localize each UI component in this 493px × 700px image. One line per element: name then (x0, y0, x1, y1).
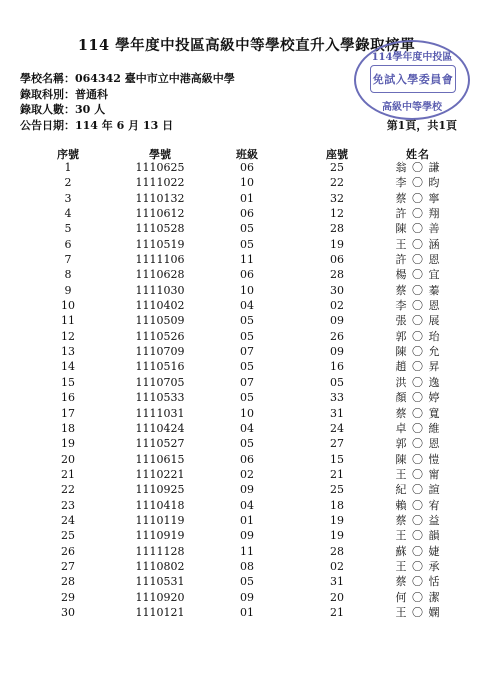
name-cell: 蔡 〇 益 (395, 513, 441, 527)
class-cell: 01 (240, 605, 254, 619)
seat-cell: 12 (330, 207, 344, 221)
student-id-cell: 1111031 (135, 406, 185, 420)
seat-cell: 31 (330, 575, 344, 589)
name-cell: 王 〇 嫻 (395, 605, 441, 619)
name-cell: 蔡 〇 寬 (395, 406, 441, 420)
seq-cell: 12 (61, 329, 75, 343)
admission-list (0, 160, 493, 620)
seq-cell: 16 (61, 391, 75, 405)
student-id-cell: 1110625 (135, 161, 185, 174)
seal-top-text: 114學年度中投區 (371, 52, 453, 63)
student-id-cell: 1110519 (135, 237, 185, 251)
student-id-cell: 1110121 (135, 605, 185, 619)
class-cell: 07 (240, 345, 254, 359)
class-cell: 01 (240, 191, 254, 205)
class-cell: 05 (240, 360, 254, 374)
name-cell: 許 〇 翔 (395, 207, 441, 221)
class-cell: 07 (240, 375, 254, 389)
name-cell: 翁 〇 謙 (395, 161, 441, 174)
student-id-cell: 1110424 (135, 421, 185, 435)
student-id-cell: 1110531 (135, 575, 185, 589)
seat-cell: 30 (330, 283, 344, 297)
student-id-cell: 1110920 (135, 590, 185, 604)
seq-cell: 15 (61, 375, 75, 389)
seat-cell: 28 (330, 268, 344, 282)
table-row (0, 191, 493, 206)
table-header (0, 146, 493, 160)
seat-cell: 09 (330, 345, 344, 359)
seq-cell: 14 (61, 360, 75, 374)
name-cell: 郭 〇 恩 (395, 437, 441, 451)
table-row (0, 313, 493, 328)
table-row (0, 329, 493, 344)
class-cell: 06 (240, 452, 254, 466)
seq-cell: 6 (64, 237, 72, 251)
class-cell: 05 (240, 314, 254, 328)
class-cell: 02 (240, 467, 254, 481)
seat-cell: 28 (330, 222, 344, 236)
student-id-cell: 1111128 (135, 544, 185, 558)
table-row (0, 390, 493, 405)
page-indicator: 第1頁，共1頁 (386, 119, 457, 132)
name-cell: 顏 〇 婷 (395, 391, 441, 405)
name-cell: 李 〇 昀 (395, 176, 441, 190)
table-row (0, 498, 493, 513)
seq-cell: 3 (64, 191, 72, 205)
class-cell: 05 (240, 329, 254, 343)
table-row (0, 267, 493, 282)
school-name: 學校名稱：064342 臺中市立中港高級中學 (20, 72, 235, 85)
student-id-cell: 1111022 (135, 176, 185, 190)
seq-cell: 25 (61, 529, 75, 543)
name-cell: 楊 〇 宜 (395, 268, 441, 282)
seq-cell: 30 (61, 605, 75, 619)
table-row (0, 221, 493, 236)
class-cell: 10 (240, 406, 254, 420)
student-id-cell: 1110925 (135, 483, 185, 497)
name-cell: 許 〇 恩 (395, 253, 441, 267)
table-row (0, 467, 493, 482)
seat-cell: 19 (330, 529, 344, 543)
seat-cell: 27 (330, 437, 344, 451)
page-title: 114 學年度中投區高級中等學校直升入學錄取榜單 (77, 37, 416, 54)
table-row (0, 436, 493, 451)
class-cell: 11 (240, 253, 254, 267)
table-row (0, 590, 493, 605)
name-cell: 王 〇 甯 (395, 467, 441, 481)
name-cell: 蔡 〇 蓁 (395, 283, 441, 297)
seq-cell: 10 (61, 299, 75, 313)
name-cell: 王 〇 涵 (395, 237, 441, 251)
class-cell: 04 (240, 498, 254, 512)
name-cell: 紀 〇 諠 (395, 483, 441, 497)
seq-cell: 24 (61, 513, 75, 527)
seat-cell: 26 (330, 329, 344, 343)
name-cell: 卓 〇 維 (395, 421, 441, 435)
name-cell: 郭 〇 珆 (395, 329, 441, 343)
seat-cell: 09 (330, 314, 344, 328)
student-id-cell: 1110802 (135, 559, 185, 573)
class-cell: 11 (240, 544, 254, 558)
name-cell: 洪 〇 逸 (395, 375, 441, 389)
seat-cell: 21 (330, 467, 344, 481)
seq-cell: 11 (61, 314, 75, 328)
student-id-cell: 1110709 (135, 345, 185, 359)
table-row (0, 513, 493, 528)
name-cell: 蔡 〇 恬 (395, 575, 441, 589)
seq-cell: 5 (64, 222, 72, 236)
table-row (0, 544, 493, 559)
student-id-cell: 1110612 (135, 207, 185, 221)
admitted-count: 錄取人數：30 人 (20, 103, 106, 116)
name-cell: 蘇 〇 婕 (395, 544, 441, 558)
class-cell: 09 (240, 483, 254, 497)
student-id-cell: 1110221 (135, 467, 185, 481)
seat-cell: 19 (330, 513, 344, 527)
class-cell: 10 (240, 176, 254, 190)
student-id-cell: 1110628 (135, 268, 185, 282)
table-row (0, 574, 493, 589)
seq-cell: 27 (61, 559, 75, 573)
name-cell: 趙 〇 昇 (395, 360, 441, 374)
class-cell: 05 (240, 222, 254, 236)
student-id-cell: 1110119 (135, 513, 185, 527)
student-id-cell: 1110527 (135, 437, 185, 451)
table-row (0, 283, 493, 298)
name-cell: 王 〇 承 (395, 559, 441, 573)
seal-bottom-text: 高級中等學校 (382, 102, 442, 113)
name-cell: 陳 〇 善 (395, 222, 441, 236)
student-id-cell: 1110533 (135, 391, 185, 405)
class-cell: 04 (240, 421, 254, 435)
name-cell: 陳 〇 愷 (395, 452, 441, 466)
header-seat: 座號 (326, 148, 348, 161)
class-cell: 09 (240, 529, 254, 543)
seq-cell: 20 (61, 452, 75, 466)
seq-cell: 26 (61, 544, 75, 558)
table-row (0, 175, 493, 190)
seq-cell: 18 (61, 421, 75, 435)
student-id-cell: 1110526 (135, 329, 185, 343)
name-cell: 何 〇 潔 (395, 590, 441, 604)
header-name: 姓名 (406, 148, 430, 161)
seat-cell: 02 (330, 299, 344, 313)
seq-cell: 13 (61, 345, 75, 359)
class-cell: 06 (240, 161, 254, 174)
class-cell: 08 (240, 559, 254, 573)
student-id-cell: 1110418 (135, 498, 185, 512)
header-class: 班級 (236, 148, 258, 161)
seq-cell: 17 (61, 406, 75, 420)
table-row (0, 482, 493, 497)
seat-cell: 19 (330, 237, 344, 251)
seat-cell: 15 (330, 452, 344, 466)
class-cell: 05 (240, 575, 254, 589)
class-cell: 09 (240, 590, 254, 604)
table-row (0, 206, 493, 221)
seat-cell: 02 (330, 559, 344, 573)
student-id-cell: 1110615 (135, 452, 185, 466)
table-row (0, 528, 493, 543)
name-cell: 陳 〇 允 (395, 345, 441, 359)
seat-cell: 20 (330, 590, 344, 604)
seat-cell: 16 (330, 360, 344, 374)
seat-cell: 25 (330, 483, 344, 497)
table-row (0, 252, 493, 267)
class-cell: 05 (240, 237, 254, 251)
seat-cell: 33 (330, 391, 344, 405)
seat-cell: 05 (330, 375, 344, 389)
student-id-cell: 1111106 (135, 253, 185, 267)
class-cell: 05 (240, 391, 254, 405)
announcement-date: 公告日期：114 年 6 月 13 日 (20, 119, 174, 132)
student-id-cell: 1110919 (135, 529, 185, 543)
student-id-cell: 1110509 (135, 314, 185, 328)
seq-cell: 2 (64, 176, 72, 190)
student-id-cell: 1110132 (135, 191, 185, 205)
table-row (0, 298, 493, 313)
table-row (0, 421, 493, 436)
class-cell: 06 (240, 207, 254, 221)
name-cell: 賴 〇 宥 (395, 498, 441, 512)
seat-cell: 18 (330, 498, 344, 512)
seat-cell: 32 (330, 191, 344, 205)
header-seq: 序號 (57, 148, 79, 161)
seat-cell: 24 (330, 421, 344, 435)
student-id-cell: 1110402 (135, 299, 185, 313)
table-row (0, 452, 493, 467)
student-id-cell: 1111030 (135, 283, 185, 297)
seq-cell: 4 (64, 207, 72, 221)
table-row (0, 359, 493, 374)
seat-cell: 22 (330, 176, 344, 190)
seq-cell: 19 (61, 437, 75, 451)
seat-cell: 31 (330, 406, 344, 420)
table-row (0, 605, 493, 620)
seat-cell: 21 (330, 605, 344, 619)
seq-cell: 21 (61, 467, 75, 481)
student-id-cell: 1110705 (135, 375, 185, 389)
seq-cell: 29 (61, 590, 75, 604)
seq-cell: 7 (64, 253, 72, 267)
seq-cell: 28 (61, 575, 75, 589)
seq-cell: 1 (64, 161, 72, 174)
name-cell: 張 〇 展 (395, 314, 441, 328)
seat-cell: 06 (330, 253, 344, 267)
table-row (0, 375, 493, 390)
seq-cell: 8 (64, 268, 72, 282)
admission-category: 錄取科別：普通科 (20, 88, 108, 101)
seq-cell: 22 (61, 483, 75, 497)
table-row (0, 406, 493, 421)
class-cell: 04 (240, 299, 254, 313)
seat-cell: 25 (330, 161, 344, 174)
class-cell: 01 (240, 513, 254, 527)
student-id-cell: 1110516 (135, 360, 185, 374)
name-cell: 蔡 〇 寧 (395, 191, 441, 205)
class-cell: 05 (240, 437, 254, 451)
class-cell: 06 (240, 268, 254, 282)
seal-middle-text: 免試入學委員會 (370, 65, 456, 93)
name-cell: 王 〇 韻 (395, 529, 441, 543)
student-id-cell: 1110528 (135, 222, 185, 236)
official-seal (354, 40, 470, 120)
class-cell: 10 (240, 283, 254, 297)
name-cell: 李 〇 恩 (395, 299, 441, 313)
table-row (0, 160, 493, 175)
seat-cell: 28 (330, 544, 344, 558)
seq-cell: 23 (61, 498, 75, 512)
table-row (0, 237, 493, 252)
table-row (0, 559, 493, 574)
seq-cell: 9 (64, 283, 72, 297)
table-row (0, 344, 493, 359)
header-student-id: 學號 (149, 148, 171, 161)
